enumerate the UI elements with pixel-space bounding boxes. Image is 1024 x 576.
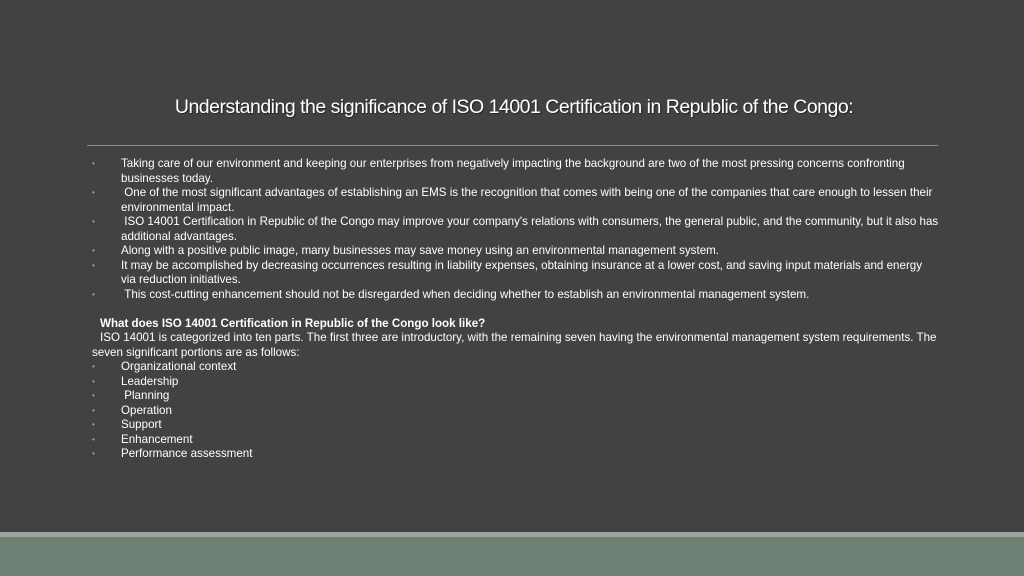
list-item bbox=[92, 447, 940, 462]
list-item-text: Operation bbox=[121, 403, 172, 417]
list-item bbox=[92, 215, 940, 244]
footer-band bbox=[0, 537, 1024, 576]
list-item-text: Taking care of our environment and keeping our enterprises from negatively impacting the background are two of the most pressing concerns confronting businesses today. bbox=[121, 157, 905, 185]
list-item bbox=[92, 157, 940, 186]
bullet-icon: • bbox=[92, 289, 95, 299]
section-paragraph: ISO 14001 is categorized into ten parts. The first three are introductory, with the remaining seven having the environmental management system requirements. The seven significant portions are as follows: bbox=[92, 331, 937, 359]
list-item bbox=[92, 389, 940, 404]
section-heading: What does ISO 14001 Certification in Republic of the Congo look like? bbox=[100, 316, 486, 330]
bullet-icon: • bbox=[92, 159, 95, 168]
slide-body bbox=[92, 157, 940, 462]
slide-title: Understanding the significance of ISO 14001 Certification in Republic of the Congo: bbox=[174, 96, 854, 118]
list-item-text: Enhancement bbox=[121, 432, 193, 446]
bullet-icon: • bbox=[92, 420, 95, 429]
list-item-text: Along with a positive public image, many businesses may save money using an environmental management system. bbox=[121, 244, 720, 257]
list-item bbox=[92, 186, 940, 215]
list-item bbox=[92, 418, 940, 433]
spacer bbox=[92, 302, 940, 317]
list-item-text: One of the most significant advantages of establishing an EMS is the recognition that comes with being one of the companies that care enough to lessen their environmental impact. bbox=[121, 186, 936, 214]
bullet-icon: • bbox=[92, 376, 95, 386]
bullet-icon: • bbox=[92, 188, 95, 197]
list-item bbox=[92, 288, 940, 303]
list-item-text: Organizational context bbox=[121, 360, 237, 373]
list-item-text: Performance assessment bbox=[121, 447, 253, 460]
bullet-icon: • bbox=[92, 449, 95, 458]
list-item bbox=[92, 259, 940, 288]
list-item bbox=[92, 360, 940, 375]
list-item bbox=[92, 433, 940, 448]
bullet-icon: • bbox=[92, 217, 95, 226]
list-item-text: This cost-cutting enhancement should not be disregarded when deciding whether to establish an environmental management system. bbox=[121, 287, 810, 301]
bullet-icon: • bbox=[92, 246, 95, 255]
list-item-text: Planning bbox=[121, 389, 170, 402]
list-item bbox=[92, 375, 940, 390]
list-item-text: It may be accomplished by decreasing occurrences resulting in liability expenses, obtaining insurance at a lower cost, and saving input materials and energy via reduction initiatives. bbox=[121, 258, 923, 286]
bullet-icon: • bbox=[92, 391, 95, 400]
list-item bbox=[92, 404, 940, 419]
bullet-icon: • bbox=[92, 405, 95, 415]
title-divider bbox=[87, 145, 938, 146]
bullet-icon: • bbox=[92, 362, 95, 371]
list-item-text: ISO 14001 Certification in Republic of the Congo may improve your company's relations with consumers, the general public, and the community, but it also has additional advantages. bbox=[121, 215, 942, 243]
bullet-icon: • bbox=[92, 434, 95, 444]
list-item bbox=[92, 244, 940, 259]
bullet-icon: • bbox=[92, 260, 95, 270]
list-item-text: Support bbox=[121, 418, 162, 431]
list-item-text: Leadership bbox=[121, 374, 179, 388]
